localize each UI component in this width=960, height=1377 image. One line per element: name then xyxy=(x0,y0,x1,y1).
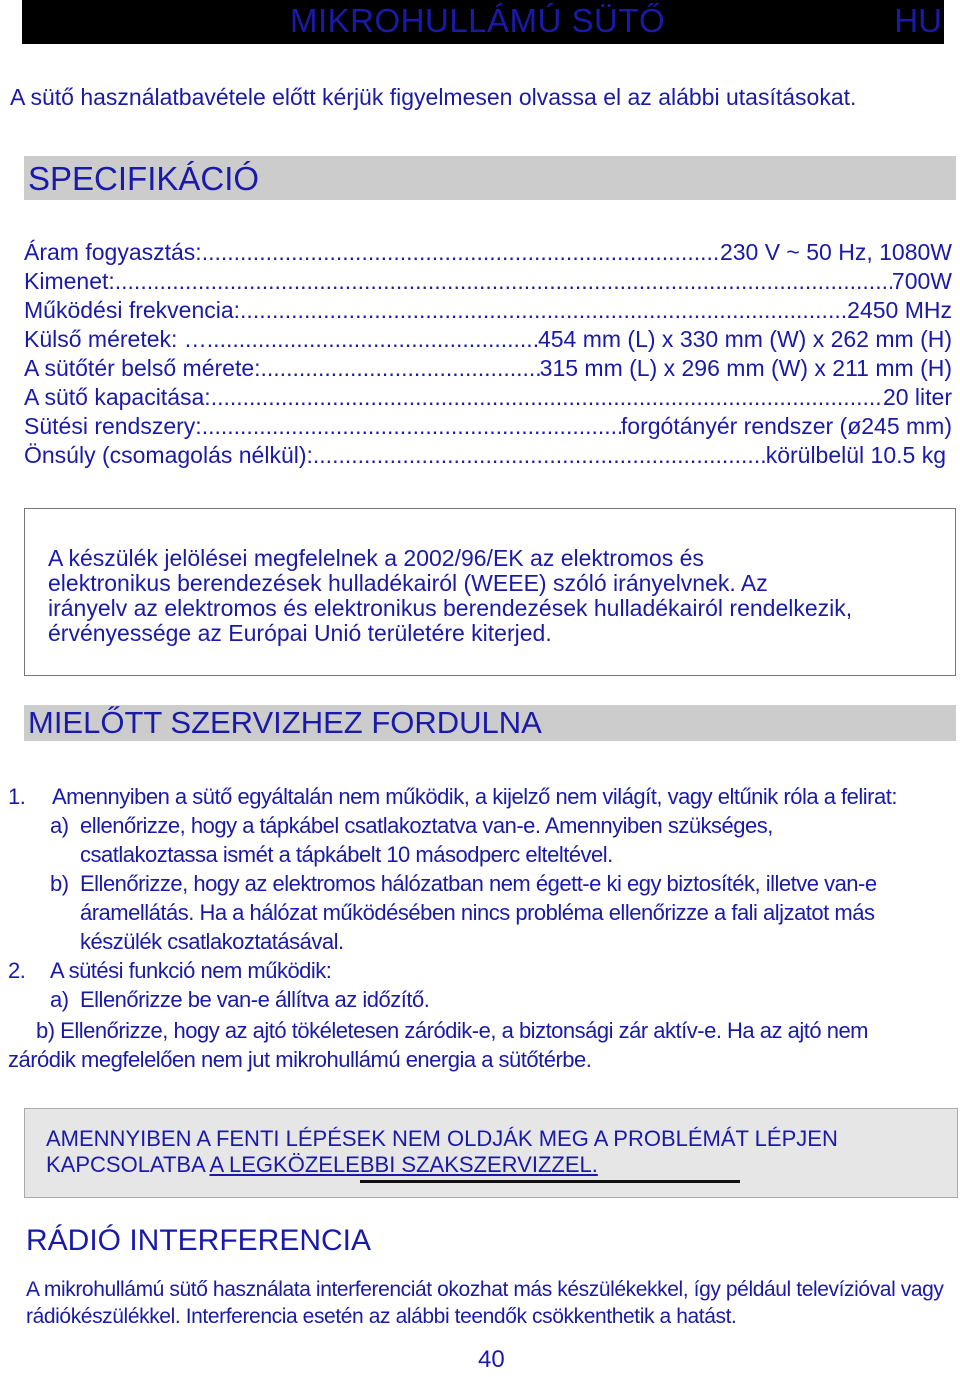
spec-label: Kimenet: xyxy=(24,268,115,294)
service-title: MIELŐTT SZERVIZHEZ FORDULNA xyxy=(28,705,542,740)
service-sub-text: Ellenőrizze, hogy az elektromos hálózatban nem égett-e ki egy biztosíték, illetve van-e xyxy=(80,871,877,896)
leader-dots xyxy=(202,238,720,267)
contact-prefix: KAPCSOLATBA xyxy=(46,1152,210,1177)
spec-section-header xyxy=(24,156,956,200)
service-section-header xyxy=(24,705,956,741)
spec-row xyxy=(24,441,946,470)
leader-dots xyxy=(313,441,766,470)
service-sub-label: a) xyxy=(50,813,69,838)
spec-row xyxy=(24,354,952,383)
spec-value: forgótányér rendszer (ø245 mm) xyxy=(620,413,952,439)
spec-value: 454 mm (L) x 330 mm (W) x 262 mm (H) xyxy=(537,326,952,352)
spec-value: 2450 MHz xyxy=(847,297,952,323)
service-sub-cont: készülék csatlakoztatásával. xyxy=(80,929,344,954)
leader-dots xyxy=(115,267,892,296)
language-code: HU xyxy=(894,2,942,39)
spec-row xyxy=(24,412,952,441)
service-item-text: A sütési funkció nem működik: xyxy=(50,958,332,983)
radio-section-text: A mikrohullámú sütő használata interferenciát okozhat más készülékekkel, így például televízióval vagy rádiókészülékkel. Interferencia esetén az alábbi teendők csökkenthetik a hatást. xyxy=(26,1278,944,1328)
service-sub-cont: csatlakoztassa ismét a tápkábelt 10 másodperc elteltével. xyxy=(80,842,613,867)
spec-value: körülbelül 10.5 kg xyxy=(765,442,946,468)
spec-label: A sütő kapacitása: xyxy=(24,384,211,410)
service-sub-label: b) xyxy=(50,871,69,896)
page-number: 40 xyxy=(478,1346,505,1373)
spec-row xyxy=(24,238,952,267)
spec-label: Áram fogyasztás: xyxy=(24,239,202,265)
spec-row xyxy=(24,325,952,354)
spec-row xyxy=(24,296,952,325)
service-sub-cont: záródik megfelelően nem jut mikrohullámú energia a sütőtérbe. xyxy=(8,1047,592,1072)
weee-line: érvényessége az Európai Unió területére kiterjed. xyxy=(48,620,552,646)
service-sub-label: a) xyxy=(50,987,69,1012)
intro-text: A sütő használatbavétele előtt kérjük figyelmesen olvassa el az alábbi utasításokat. xyxy=(10,84,857,110)
weee-line: elektronikus berendezések hulladékairól (WEEE) szóló irányelvnek. Az xyxy=(48,570,768,596)
weee-line: irányelv az elektromos és elektronikus berendezések hulladékairól rendelkezik, xyxy=(48,595,853,621)
spec-title: SPECIFIKÁCIÓ xyxy=(28,160,260,197)
service-sub-text: Ellenőrizze be van-e állítva az időzítő. xyxy=(80,987,430,1012)
service-sub-cont: áramellátás. Ha a hálózat működésében nincs probléma ellenőrizze a fali aljzatot más xyxy=(80,900,875,925)
underline-rule xyxy=(360,1180,740,1183)
spec-value: 230 V ~ 50 Hz, 1080W xyxy=(719,239,952,265)
weee-notice-text xyxy=(48,546,948,646)
spec-label: Önsúly (csomagolás nélkül): xyxy=(24,442,313,468)
leader-dots xyxy=(240,296,847,325)
contact-line xyxy=(46,1152,598,1178)
contact-emphasis: A LEGKÖZELEBBI SZAKSZERVIZZEL. xyxy=(209,1152,598,1177)
leader-dots xyxy=(202,412,621,441)
weee-line: A készülék jelölései megfelelnek a 2002/96/EK az elektromos és xyxy=(48,545,704,571)
spec-label: Sütési rendszery: xyxy=(24,413,202,439)
spec-value: 315 mm (L) x 296 mm (W) x 211 mm (H) xyxy=(539,355,952,381)
spec-label: Külső méretek: … xyxy=(24,326,207,352)
spec-value: 20 liter xyxy=(882,384,952,410)
spec-value: 700W xyxy=(891,268,952,294)
spec-label: A sütőtér belső mérete: xyxy=(24,355,261,381)
service-item-number: 1. xyxy=(8,784,26,809)
service-sub-text: b) Ellenőrizze, hogy az ajtó tökéletesen záródik-e, a biztonsági zár aktív-e. Ha az ajtó nem xyxy=(36,1018,869,1043)
page-title: MIKROHULLÁMÚ SÜTŐ xyxy=(290,2,666,39)
spec-row xyxy=(24,267,952,296)
service-item-text: Amennyiben a sütő egyáltalán nem működik, a kijelző nem világít, vagy eltűnik róla a felirat: xyxy=(52,784,897,809)
service-sub-text: ellenőrizze, hogy a tápkábel csatlakoztatva van-e. Amennyiben szükséges, xyxy=(80,813,773,838)
spec-row xyxy=(24,383,952,412)
spec-label: Működési frekvencia: xyxy=(24,297,241,323)
leader-dots xyxy=(207,325,538,354)
leader-dots xyxy=(211,383,883,412)
service-item-number: 2. xyxy=(8,958,26,983)
leader-dots xyxy=(261,354,540,383)
contact-line: AMENNYIBEN A FENTI LÉPÉSEK NEM OLDJÁK MEG A PROBLÉMÁT LÉPJEN xyxy=(46,1126,838,1151)
radio-section-title: RÁDIÓ INTERFERENCIA xyxy=(26,1224,372,1257)
